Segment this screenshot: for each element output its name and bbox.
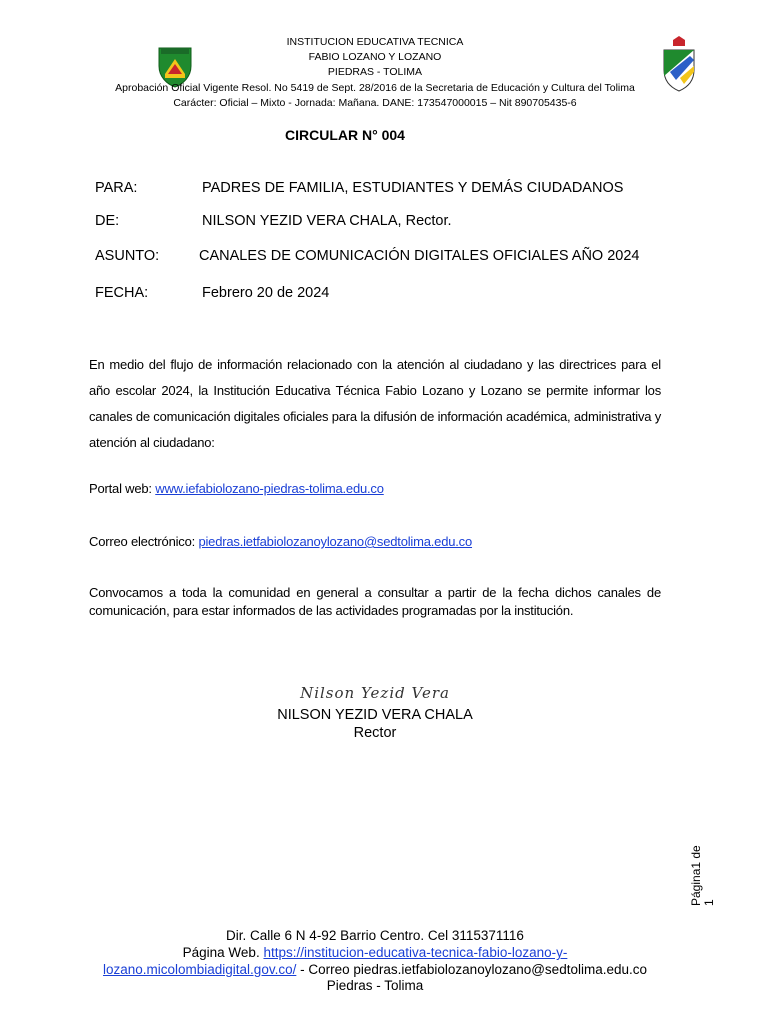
meta-label-asunto: ASUNTO: (95, 248, 160, 264)
page-indicator-text: Página1 de 1 (689, 845, 716, 906)
portal-link[interactable]: www.iefabiolozano-piedras-tolima.edu.co (155, 481, 384, 496)
header-institution-line: INSTITUCION EDUCATIVA TECNICA (286, 36, 464, 48)
email-line (89, 534, 472, 549)
circular-title: CIRCULAR N° 004 (285, 127, 405, 143)
footer-web-link-part2[interactable]: lozano.micolombiadigital.gov.co/ (102, 962, 297, 977)
meta-label-de: DE: (95, 213, 120, 229)
portal-line (89, 481, 384, 496)
header-character: Carácter: Oficial – Mixto - Jornada: Mañana. DANE: 173547000015 – Nit 890705435-6 (173, 97, 577, 109)
signer-role: Rector (353, 725, 397, 741)
footer-web-line (80, 944, 670, 961)
footer-email: - Correo piedras.ietfabiolozanoylozano@sedtolima.edu.co (296, 962, 647, 977)
email-label: Correo electrónico: (89, 534, 199, 549)
handwritten-signature: Nilson Yezid Vera (300, 684, 450, 702)
meta-label-fecha: FECHA: (95, 285, 149, 301)
meta-value-para: PADRES DE FAMILIA, ESTUDIANTES Y DEMÁS CIUDADANOS (202, 180, 624, 196)
signer-name: NILSON YEZID VERA CHALA (277, 707, 473, 723)
meta-value-asunto: CANALES DE COMUNICACIÓN DIGITALES OFICIALES AÑO 2024 (199, 248, 640, 264)
meta-label-para: PARA: (95, 180, 138, 196)
page-indicator (690, 836, 720, 906)
meta-value-de: NILSON YEZID VERA CHALA, Rector. (202, 213, 452, 229)
closing-paragraph: Convocamos a toda la comunidad en general a consultar a partir de la fecha dichos canales de comunicación, para estar informados de las actividades programadas por la institución. (89, 585, 661, 618)
footer-city: Piedras - Tolima (326, 978, 424, 993)
footer-web-link-part1[interactable]: https://institucion-educativa-tecnica-fabio-lozano-y- (263, 945, 568, 960)
portal-label: Portal web: (89, 481, 156, 496)
meta-value-fecha: Febrero 20 de 2024 (202, 285, 330, 301)
intro-paragraph: En medio del flujo de información relacionado con la atención al ciudadano y las directrices para el año escolar 2024, la Institución Educativa Técnica Fabio Lozano y Lozano se permite informar los canales de comunicación digitales oficiales para la difusión de información académica, administrativa y atención al ciudadano: (89, 357, 661, 450)
footer-address: Dir. Calle 6 N 4-92 Barrio Centro. Cel 3115371116 (226, 928, 524, 943)
header-school-name: FABIO LOZANO Y LOZANO (308, 51, 442, 63)
header-location: PIEDRAS - TOLIMA (327, 66, 423, 78)
header-approval: Aprobación Oficial Vigente Resol. No 5419 de Sept. 28/2016 de la Secretaria de Educación y Cultura del Tolima (115, 82, 635, 94)
email-link[interactable]: piedras.ietfabiolozanoylozano@sedtolima.edu.co (198, 534, 473, 549)
footer-web-line-2 (60, 961, 690, 978)
footer-web-label: Página Web. (182, 945, 264, 960)
